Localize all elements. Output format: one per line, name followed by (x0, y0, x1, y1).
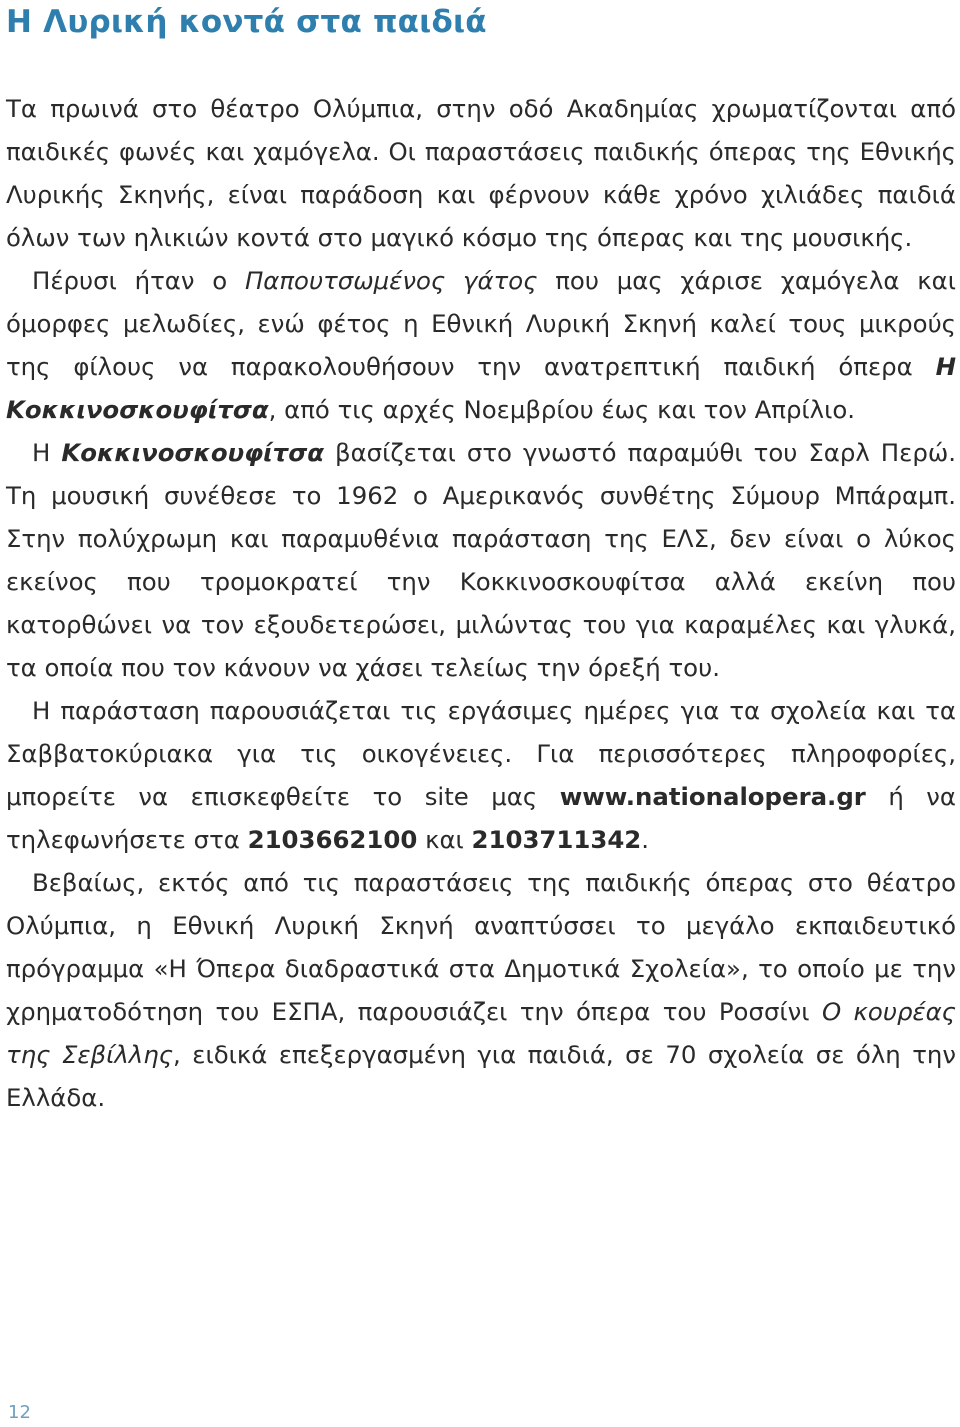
paragraph-text: Η παράσταση παρουσιάζεται τις εργάσιμες ημέρες για τα σχολεία και τα Σαββατοκύριακα για τις οικογένειες. Για περισσότερες πληροφορίες, μπορείτε να επισκεφθείτε το site μας (6, 696, 956, 811)
page-number: 12 (8, 1402, 31, 1423)
paragraph-text: . (641, 825, 650, 854)
paragraph-info (6, 689, 956, 861)
paragraph-education-program (6, 861, 956, 1119)
paragraph-last-year (6, 259, 956, 431)
paragraph-text: που μας χάρισε χαμόγελα και όμορφες μελωδίες, ενώ φέτος η Εθνική Λυρική Σκηνή καλεί τους μικρούς της φίλους να παρακολουθήσουν την ανατρεπτική παιδική όπερα (6, 266, 956, 381)
website-link[interactable]: www.nationalopera.gr (559, 782, 866, 811)
paragraph-text: βασίζεται στο γνωστό παραμύθι του Σαρλ Περώ. Τη μουσική συνέθεσε το 1962 ο Αμερικανός συνθέτης Σύμουρ Μπάραμπ. Στην πολύχρωμη και παραμυθένια παράσταση της ΕΛΣ, δεν είναι ο λύκος εκείνος που τρομοκρατεί την Κοκκινοσκουφίτσα αλλά εκείνη που κατορθώνει να τον εξουδετερώσει, μιλώντας του για καραμέλες και γλυκά, τα οποία που τον κάνουν να χάσει τελείως την όρεξή του. (6, 438, 956, 682)
paragraph-text: Βεβαίως, εκτός από τις παραστάσεις της παιδικής όπερας στο θέατρο Ολύμπια, η Εθνική Λυρική Σκηνή αναπτύσσει το μεγάλο εκπαιδευτικό πρόγραμμα «Η Όπερα διαδραστικά στα Δημοτικά Σχολεία», το οποίο με την χρηματοδότηση του ΕΣΠΑ, παρουσιάζει την όπερα του Ροσσίνι (6, 868, 956, 1026)
paragraph-text: ή να τηλεφωνήσετε στα (6, 782, 956, 854)
phone-number-1: 2103662100 (247, 825, 418, 854)
show-title-puss-in-boots: Παπουτσωμένος γάτος (244, 266, 538, 295)
phone-number-2: 2103711342 (471, 825, 642, 854)
paragraph-text: και (417, 825, 472, 854)
show-name-red-riding-hood: Κοκκινοσκουφίτσα (61, 438, 324, 467)
show-title-red-riding-hood: Η Κοκκινοσκουφίτσα (6, 352, 956, 424)
article-body (6, 87, 956, 1119)
paragraph-text: Πέρυσι ήταν ο (32, 266, 245, 295)
paragraph-text: , από τις αρχές Νοεμβρίου έως και τον Απρίλιο. (268, 395, 856, 424)
paragraph-text: Η (32, 438, 62, 467)
paragraph-story (6, 431, 956, 689)
paragraph-text: , ειδικά επεξεργασμένη για παιδιά, σε 70 σχολεία σε όλη την Ελλάδα. (6, 1040, 956, 1112)
paragraph-text: Τα πρωινά στο θέατρο Ολύμπια, στην οδό Ακαδημίας χρωματίζονται από παιδικές φωνές και χαμόγελα. Οι παραστάσεις παιδικής όπερας της Εθνικής Λυρικής Σκηνής, είναι παράδοση και φέρνουν κάθε χρόνο χιλιάδες παιδιά όλων των ηλικιών κοντά στο μαγικό κόσμο της όπερας και της μουσικής. (6, 94, 956, 252)
page-title: Η Λυρική κοντά στα παιδιά (6, 4, 487, 40)
paragraph-intro (6, 87, 956, 259)
show-title-barber-of-seville: Ο κουρέας της Σεβίλλης (6, 997, 957, 1069)
